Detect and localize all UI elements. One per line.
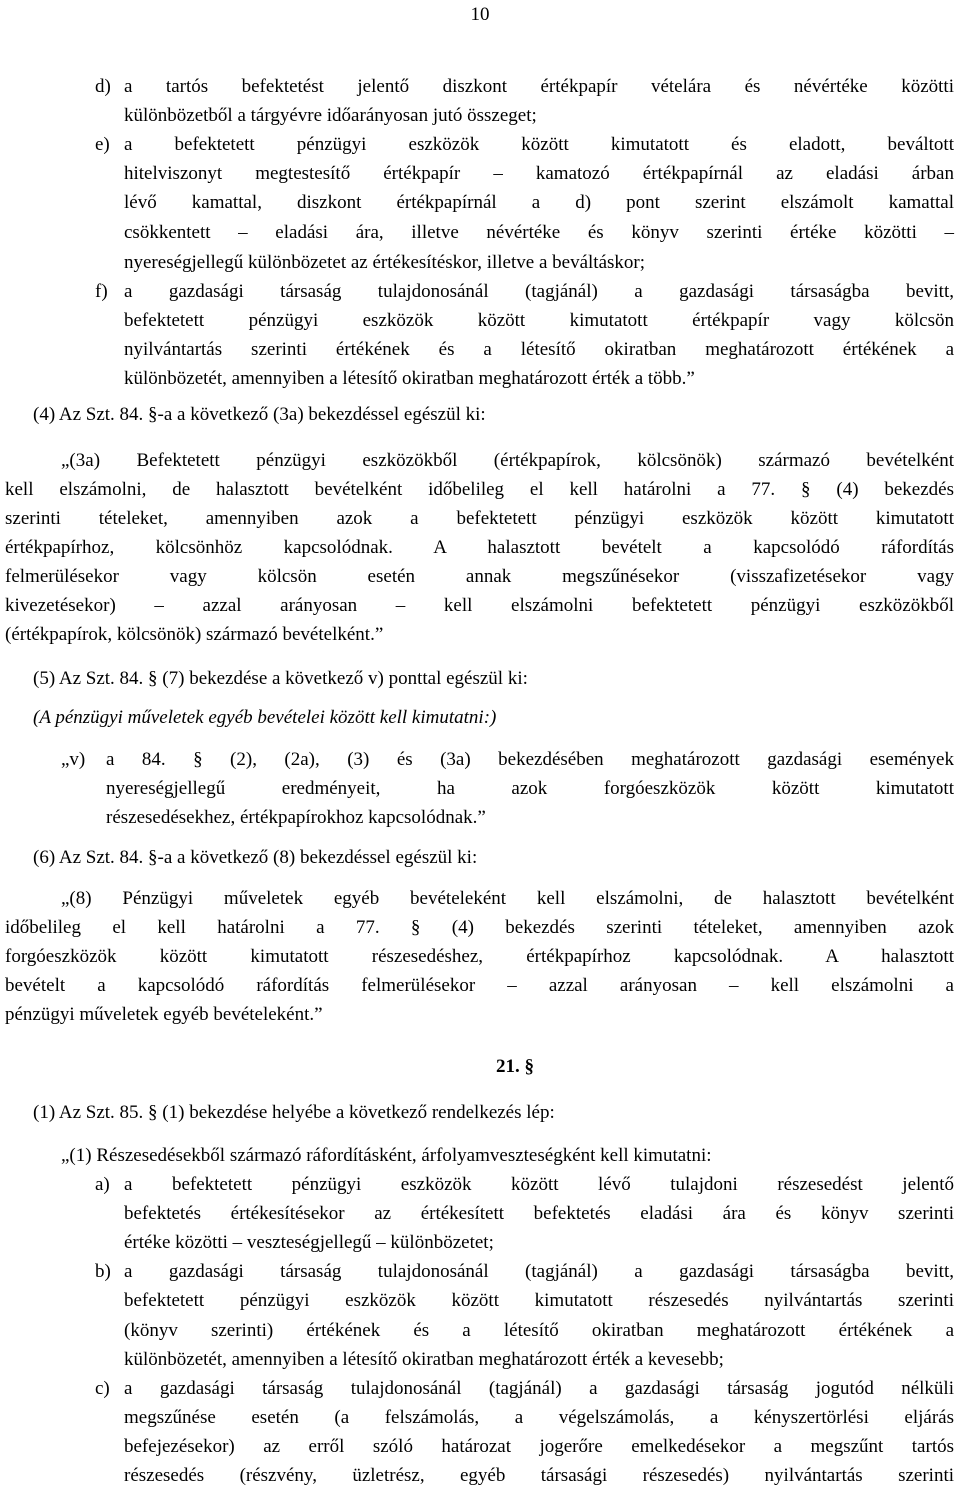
- quote-3a-line: szerinti tételeket, amennyiben azok a befektetett pénzügyi eszközök között kimutatott: [5, 508, 954, 529]
- quote-3a-line: (értékpapírok, kölcsönök) származó bevételként.”: [5, 624, 384, 645]
- item-label-v: „v): [61, 749, 86, 770]
- item-c-line: részesedés (részvény, üzletrész, egyéb társasági részesedés) nyilvántartás szerinti: [124, 1465, 954, 1486]
- item-label-a: a): [95, 1174, 110, 1195]
- item-e-line: nyereségjellegű különbözetet az értékesítéskor, illetve a beváltáskor;: [124, 252, 645, 273]
- quote-8-line: pénzügyi műveletek egyéb bevételeként.”: [5, 1004, 323, 1025]
- paragraph-5-italic-note: (A pénzügyi műveletek egyéb bevételei között kell kimutatni:): [33, 707, 497, 728]
- item-f-line: befektetett pénzügyi eszközök között kimutatott értékpapír vagy kölcsön: [124, 310, 954, 331]
- item-e-line: a befektetett pénzügyi eszközök között kimutatott és eladott, beváltott: [124, 134, 954, 155]
- item-f-line: nyilvántartás szerinti értékének és a létesítő okiratban meghatározott értékének a: [124, 339, 954, 360]
- item-d-line: különbözetből a tárgyévre időarányosan jutó összeget;: [124, 105, 537, 126]
- item-b-line: befektetett pénzügyi eszközök között kimutatott részesedés nyilvántartás szerinti: [124, 1290, 954, 1311]
- section-title: 21. §: [496, 1056, 534, 1077]
- quote-1-line: „(1) Részesedésekből származó ráfordításként, árfolyamveszteségként kell kimutatni:: [61, 1145, 712, 1166]
- item-e-line: csökkentett – eladási ára, illetve névértéke és könyv szerinti értéke közötti –: [124, 222, 954, 243]
- quote-8-line: bevételt a kapcsolódó ráfordítás felmerülésekor – azzal arányosan – kell elszámolni a: [5, 975, 954, 996]
- quote-8-line: „(8) Pénzügyi műveletek egyéb bevételeként kell elszámolni, de halasztott bevételként: [61, 888, 954, 909]
- quote-3a-line: kell elszámolni, de halasztott bevételként időbelileg el kell határolni a 77. § (4) bekezdés: [5, 479, 954, 500]
- item-label-b: b): [95, 1261, 111, 1282]
- item-label-d: d): [95, 76, 111, 97]
- paragraph-4-heading: (4) Az Szt. 84. §-a a következő (3a) bekezdéssel egészül ki:: [33, 404, 486, 425]
- item-v-line: nyereségjellegű eredményeit, ha azok forgóeszközök között kimutatott: [106, 778, 954, 799]
- item-v-line: részesedésekhez, értékpapírokhoz kapcsolódnak.”: [106, 807, 486, 828]
- item-d-line: a tartós befektetést jelentő diszkont értékpapír vételára és névértéke közötti: [124, 76, 954, 97]
- page-number: 10: [470, 4, 490, 25]
- item-v-line: a 84. § (2), (2a), (3) és (3a) bekezdésében meghatározott gazdasági események: [106, 749, 954, 770]
- item-label-f: f): [95, 281, 108, 302]
- paragraph-1-heading: (1) Az Szt. 85. § (1) bekezdése helyébe a következő rendelkezés lép:: [33, 1102, 555, 1123]
- quote-3a-line: felmerülésekor vagy kölcsön esetén annak megszűnésekor (visszafizetésekor vagy: [5, 566, 954, 587]
- item-c-line: befejezésekor) az erről szóló határozat jogerőre emelkedésekor a megszűnt tartós: [124, 1436, 954, 1457]
- quote-3a-line: „(3a) Befektetett pénzügyi eszközökből (értékpapírok, kölcsönök) származó bevételként: [61, 450, 954, 471]
- quote-8-line: időbelileg el kell határolni a 77. § (4) bekezdés szerinti tételeket, amennyiben azok: [5, 917, 954, 938]
- quote-8-line: forgóeszközök között kimutatott részesedéshez, értékpapírhoz kapcsolódnak. A halasztott: [5, 946, 954, 967]
- item-f-line: a gazdasági társaság tulajdonosánál (tagjánál) a gazdasági társaságba bevitt,: [124, 281, 954, 302]
- quote-3a-line: értékpapírhoz, kölcsönhöz kapcsolódnak. A halasztott bevételt a kapcsolódó ráfordítás: [5, 537, 954, 558]
- item-a-line: befektetés értékesítésekor az értékesített befektetés eladási ára és könyv szerinti: [124, 1203, 954, 1224]
- item-c-line: a gazdasági társaság tulajdonosánál (tagjánál) a gazdasági társaság jogutód nélküli: [124, 1378, 954, 1399]
- item-a-line: a befektetett pénzügyi eszközök között lévő tulajdoni részesedést jelentő: [124, 1174, 954, 1195]
- paragraph-5-heading: (5) Az Szt. 84. § (7) bekezdése a következő v) ponttal egészül ki:: [33, 668, 528, 689]
- item-e-line: hitelviszonyt megtestesítő értékpapír – kamatozó értékpapírnál az eladási árban: [124, 163, 954, 184]
- quote-3a-line: kivezetésekor) – azzal arányosan – kell elszámolni befektetett pénzügyi eszközökből: [5, 595, 954, 616]
- item-label-c: c): [95, 1378, 110, 1399]
- item-f-line: különbözetét, amennyiben a létesítő okiratban meghatározott érték a több.”: [124, 368, 695, 389]
- item-b-line: különbözetét, amennyiben a létesítő okiratban meghatározott érték a kevesebb;: [124, 1349, 724, 1370]
- item-b-line: a gazdasági társaság tulajdonosánál (tagjánál) a gazdasági társaságba bevitt,: [124, 1261, 954, 1282]
- item-label-e: e): [95, 134, 110, 155]
- item-c-line: megszűnése esetén (a felszámolás, a végelszámolás, a kényszertörlési eljárás: [124, 1407, 954, 1428]
- item-b-line: (könyv szerinti) értékének és a létesítő okiratban meghatározott értékének a: [124, 1320, 954, 1341]
- item-e-line: lévő kamattal, diszkont értékpapírnál a d) pont szerint elszámolt kamattal: [124, 192, 954, 213]
- paragraph-6-heading: (6) Az Szt. 84. §-a a következő (8) bekezdéssel egészül ki:: [33, 847, 478, 868]
- item-a-line: értéke közötti – veszteségjellegű – különbözetet;: [124, 1232, 494, 1253]
